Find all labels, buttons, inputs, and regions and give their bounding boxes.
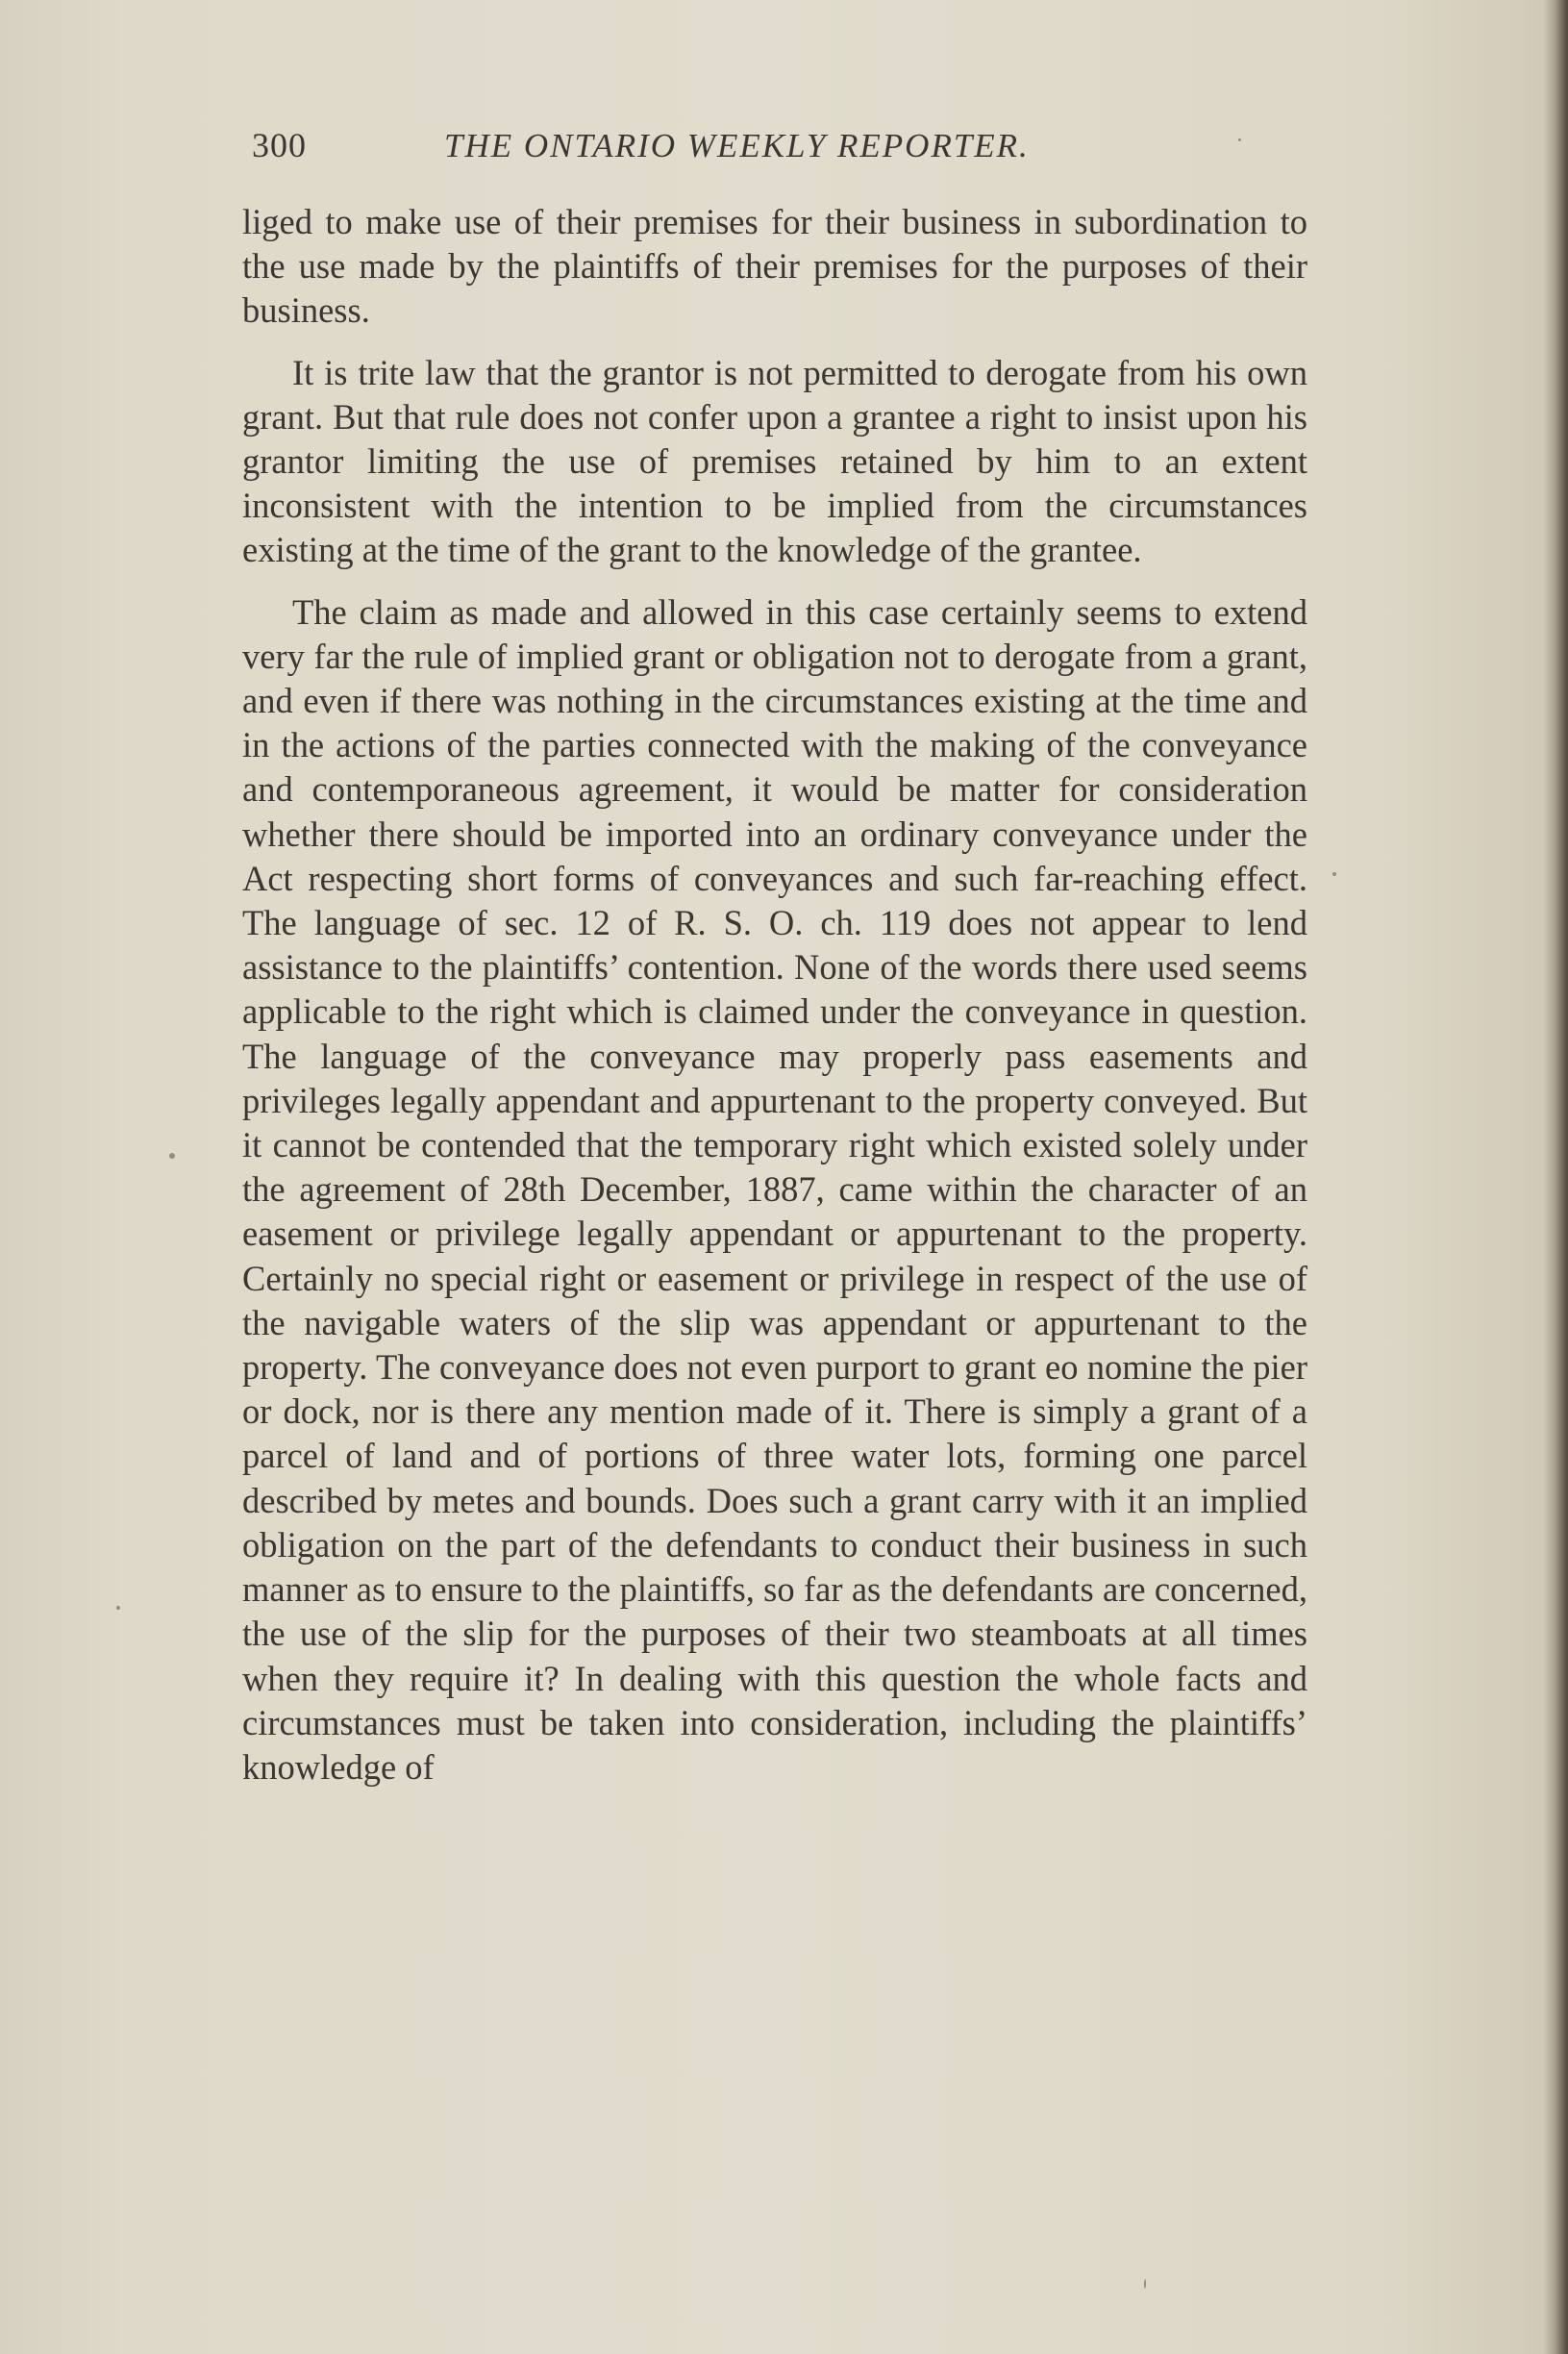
paragraph-2-text: It is trite law that the grantor is not permitted to derogate from his own grant. But that rule does not confer upon a grantee a right to insist upon his grantor limiting the use of premises retained by him to an extent inconsistent with the intention to be implied from the circumstances existing at the time of the grant to the knowledge of the grantee. <box>242 352 1307 570</box>
paragraph-3-text: The claim as made and allowed in this case certainly seems to extend very far the rule of implied grant or obligation not to derogate from a grant, and even if there was nothing in the circumstances existing at the time and in the actions of the parties connected with the making of the conveyance and contemporaneous agreement, it would be matter for consideration whether there should be imported into an ordinary conveyance under the Act respecting short forms of conveyances and such far-reaching effect. The language of sec. 12 of R. S. O. ch. 119 does not appear to lend assistance to the plaintiffs’ contention. None of the words there used seems applicable to the right which is claimed under the conveyance in question. The language of the conveyance may properly pass easements and privileges legally appendant and appurtenant to the property conveyed. But it cannot be contended that the temporary right which existed solely under the agreement of 28th December, 1887, came within the character of an easement or privilege legally appendant or appurtenant to the property. Certainly no special right or easement or privilege in respect of the use of the navigable waters of the slip was appendant or appurtenant to the property. The conveyance does not even purport to grant eo nomine the pier or dock, nor is there any mention made of it. There is simply a grant of a parcel of land and of portions of three water lots, forming one parcel described by metes and bounds. Does such a grant carry with it an implied obligation on the part of the defendants to conduct their business in such manner as to ensure to the plaintiffs, so far as the defendants are concerned, the use of the slip for the purposes of their two steamboats at all times when they require it? In dealing with this question the whole facts and circumstances must be taken into consideration, including the plaintiffs’ knowledge of <box>242 591 1307 1787</box>
paper-speck <box>1238 138 1241 141</box>
paragraph-3 <box>242 590 1307 1790</box>
running-title: THE ONTARIO WEEKLY REPORTER. <box>444 127 1030 164</box>
paper-speck <box>1332 872 1336 876</box>
body-text <box>242 200 1307 1790</box>
paper-speck <box>169 1153 175 1159</box>
page-header <box>252 117 1309 175</box>
paper-speck <box>116 1606 120 1610</box>
paper-speck <box>1144 2279 1146 2289</box>
paragraph-2 <box>242 351 1307 573</box>
page-binding-shadow <box>1543 0 1568 2354</box>
paragraph-1 <box>242 200 1307 334</box>
page-number: 300 <box>252 126 307 164</box>
paragraph-1-text: liged to make use of their premises for their business in subordination to the use made by the plaintiffs of their premises for the purposes of their business. <box>242 202 1307 331</box>
